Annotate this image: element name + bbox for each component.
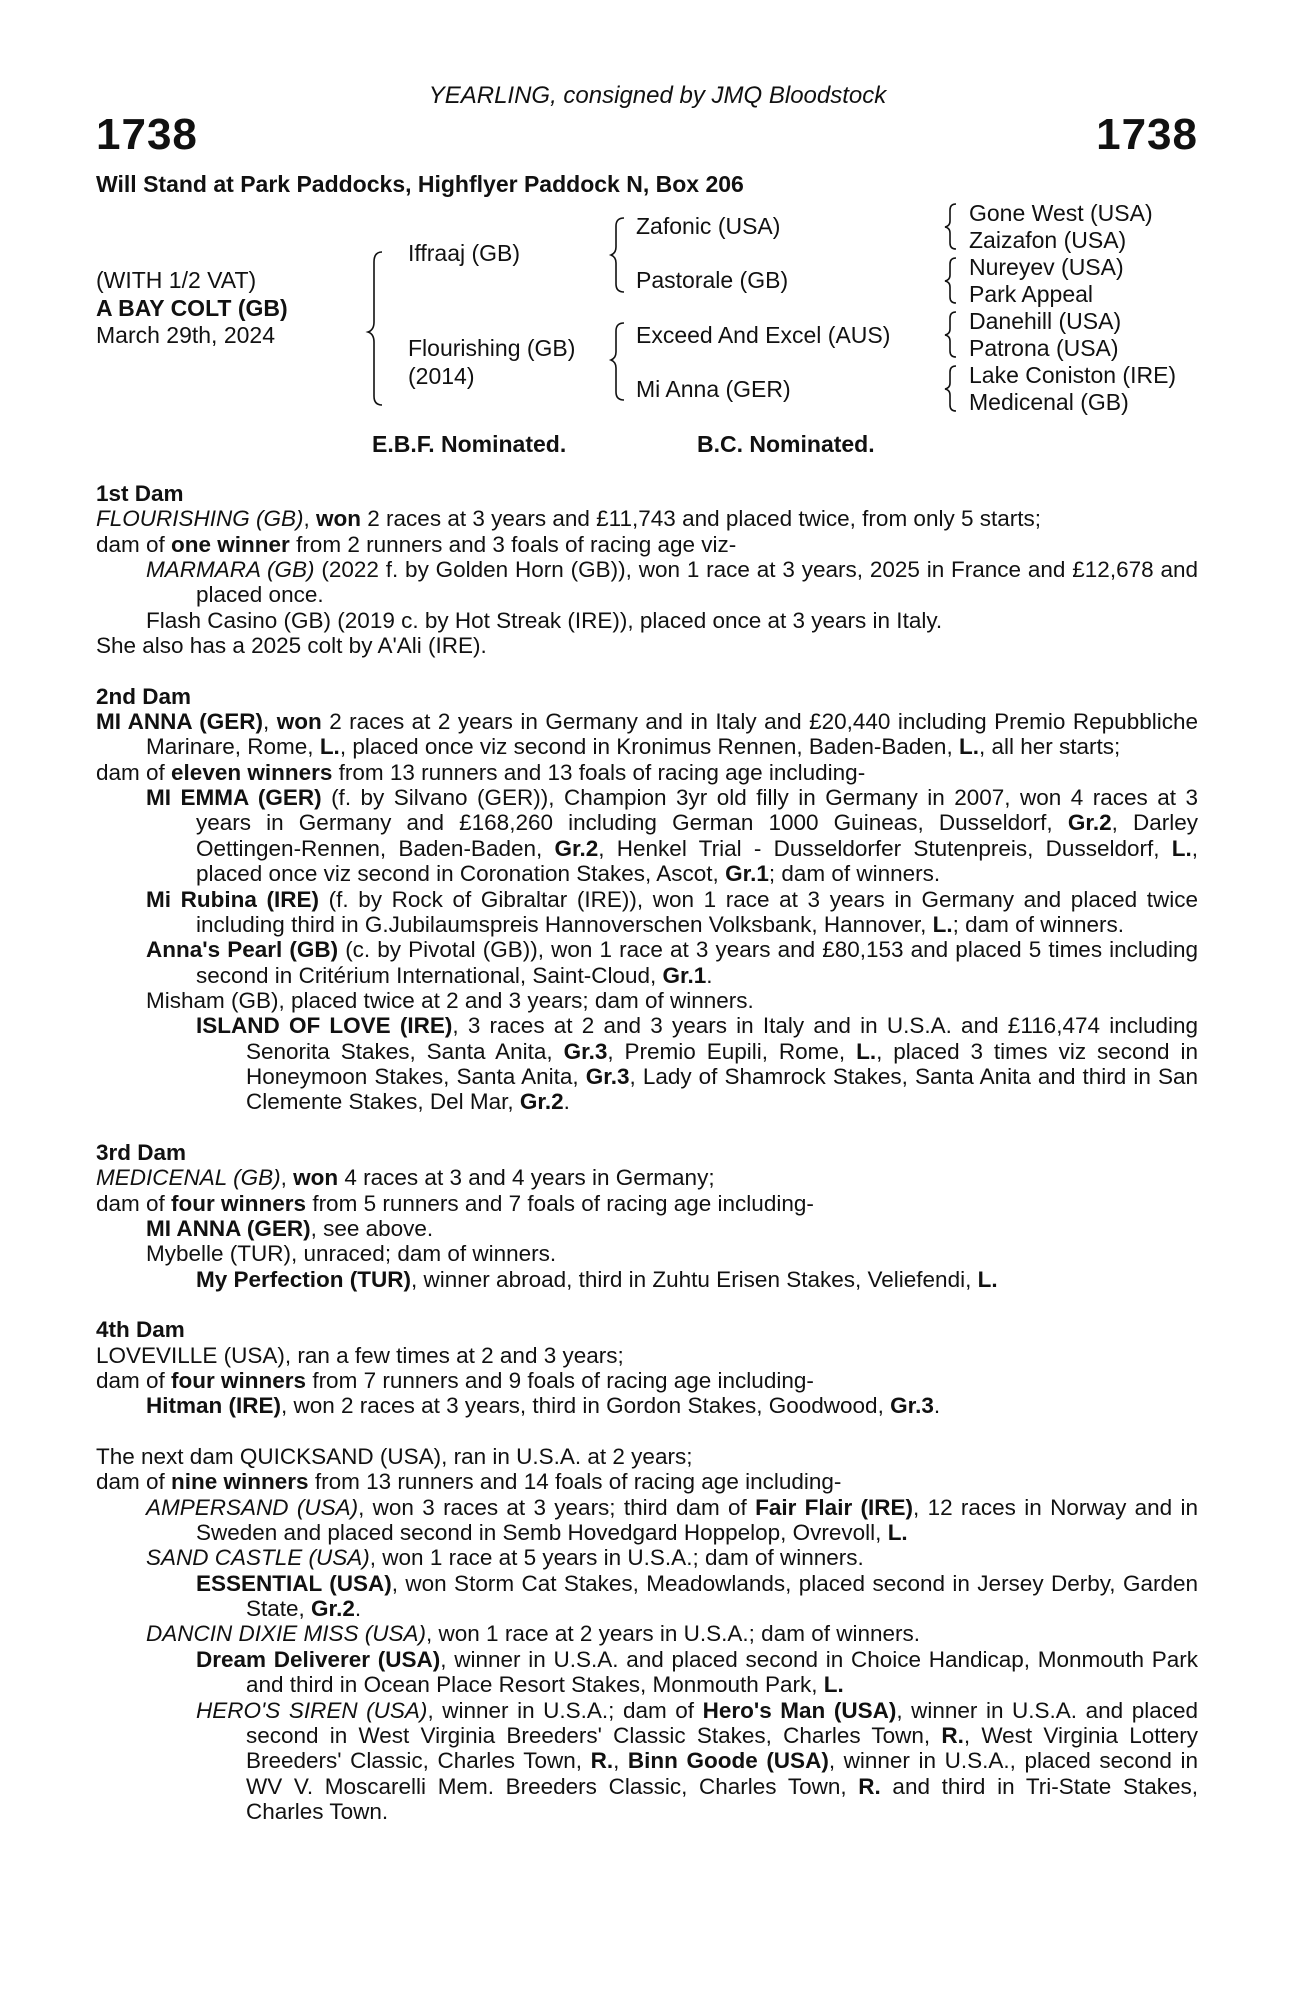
brace-icon <box>611 323 624 400</box>
entry-text: , Premio Eupili, Rome, <box>607 1038 857 1064</box>
entry-text: 2 races at 2 years in Germany and in Italy and £20,440 including Premio Repubbliche Marinare, Rome, <box>146 709 1198 760</box>
brace-icon <box>945 366 956 411</box>
entry-text: , West Virginia Lottery Breeders' Classic, Charles Town, <box>246 1722 1199 1774</box>
gen4-ancestor: Park Appeal <box>969 281 1094 307</box>
bold-text: Gr.2 <box>311 1596 355 1622</box>
entry-text: dam of <box>96 759 172 785</box>
bold-text: My Perfection (TUR) <box>196 1266 412 1292</box>
gen3-ancestor: Zafonic (USA) <box>636 213 781 239</box>
section-heading: 1st Dam <box>96 481 184 506</box>
entry-text: , winner in U.S.A. and placed second in West Virginia Breeders' Classic Stakes, Charles Town, <box>246 1697 1199 1748</box>
bold-text: Hitman (IRE) <box>146 1393 281 1419</box>
produce-entry <box>96 760 1198 785</box>
bold-text: won <box>276 709 322 735</box>
entry-text: , winner abroad, third in Zuhtu Erisen Stakes, Veliefendi, <box>411 1266 978 1292</box>
entry-text: dam of <box>96 1368 172 1394</box>
entry-text: (f. by Rock of Gibraltar (IRE)), won 1 race at 3 years in Germany and placed twice including third in G.Jubilaumspreis Hannoverschen Volksbank, Hannover, <box>196 886 1198 937</box>
produce-entry <box>96 1469 1198 1494</box>
section-heading: 2nd Dam <box>96 683 192 709</box>
bc-nomination: B.C. Nominated. <box>697 431 875 457</box>
produce-entry <box>96 988 1198 1013</box>
bold-text: MI ANNA (GER) <box>146 1215 311 1241</box>
entry-text: , see above. <box>310 1215 434 1241</box>
entry-text: LOVEVILLE (USA), ran a few times at 2 and 3 years; <box>96 1342 624 1368</box>
italic-text: HERO'S SIREN (USA) <box>196 1697 428 1723</box>
produce-entry <box>96 937 1198 988</box>
gen3-ancestor: Exceed And Excel (AUS) <box>636 322 891 348</box>
dam-section <box>96 481 1198 658</box>
entry-text: . <box>706 962 713 988</box>
entry-text: , all her starts; <box>978 734 1121 760</box>
bold-text: L. <box>856 1038 877 1064</box>
produce-entry <box>96 608 1198 633</box>
bold-text: Gr.2 <box>554 835 599 861</box>
bold-text: four winners <box>171 1368 307 1394</box>
pedigree-braces <box>0 0 1315 460</box>
entry-text: , winner in U.S.A., placed second in WV V. Moscarelli Mem. Breeders Classic, Charles Town, <box>246 1748 1198 1799</box>
italic-text: AMPERSAND (USA) <box>146 1494 359 1520</box>
ebf-nomination: E.B.F. Nominated. <box>372 431 567 457</box>
italic-text: FLOURISHING (GB) <box>96 506 304 532</box>
brace-icon <box>945 204 956 249</box>
entry-text: , won 1 race at 2 years in U.S.A.; dam of winners. <box>426 1621 920 1647</box>
bold-text: ESSENTIAL (USA) <box>196 1570 392 1596</box>
produce-entry <box>96 1216 1198 1241</box>
entry-text: 4 races at 3 and 4 years in Germany; <box>338 1165 715 1191</box>
dam-section <box>96 1140 1198 1292</box>
gen4-ancestor: Patrona (USA) <box>969 335 1119 361</box>
dam-year: (2014) <box>408 363 475 389</box>
bold-text: one winner <box>171 531 290 557</box>
entry-text: , 12 races in Norway and in Sweden and placed second in Semb Hovedgard Hoppelop, Ovrevoll, <box>196 1494 1199 1546</box>
produce-entry <box>96 1545 1198 1570</box>
vat-note: (WITH 1/2 VAT) <box>96 267 257 293</box>
produce-entry <box>96 887 1198 938</box>
entry-text: . <box>933 1393 941 1419</box>
produce-entry <box>96 557 1198 608</box>
entry-text: . <box>354 1596 362 1622</box>
entry-text: from 13 runners and 14 foals of racing age including- <box>308 1469 842 1495</box>
bold-text: L. <box>977 1266 998 1292</box>
bold-text: MI EMMA (GER) <box>146 785 322 811</box>
dam-section <box>96 684 1198 1115</box>
entry-text: , <box>613 1748 628 1774</box>
bold-text: won <box>316 506 362 532</box>
bold-text: ISLAND OF LOVE (IRE) <box>196 1013 453 1039</box>
catalogue-body <box>96 481 1198 1850</box>
produce-entry <box>96 1165 1198 1190</box>
bold-text: L. <box>1171 835 1192 861</box>
gen4-ancestor: Zaizafon (USA) <box>969 227 1127 253</box>
produce-entry <box>96 1621 1198 1646</box>
bold-text: L. <box>958 734 979 760</box>
entry-text: , Henkel Trial - Dusseldorfer Stutenpreis, Dusseldorf, <box>598 835 1172 861</box>
dam: Flourishing (GB) <box>408 335 576 361</box>
brace-icon <box>368 252 382 405</box>
bold-text: L. <box>319 734 340 760</box>
produce-entry <box>96 1571 1198 1622</box>
foaling-date: March 29th, 2024 <box>96 322 276 348</box>
brace-icon <box>611 218 624 292</box>
produce-entry <box>96 1444 1198 1469</box>
entry-text: , Darley Oettingen-Rennen, Baden-Baden, <box>196 810 1198 861</box>
produce-entry <box>96 1495 1198 1546</box>
produce-entry <box>96 1241 1198 1266</box>
produce-entry <box>96 1343 1198 1368</box>
lot-number-right: 1738 <box>1096 110 1198 159</box>
entry-text: and third in Tri-State Stakes, Charles Town. <box>246 1773 1198 1824</box>
produce-entry <box>96 709 1198 760</box>
entry-text: , <box>280 1165 294 1191</box>
entry-text: . <box>563 1089 570 1115</box>
entry-text: 2 races at 3 years and £11,743 and placed twice, from only 5 starts; <box>361 506 1041 532</box>
produce-entry <box>96 1393 1198 1418</box>
bold-text: eleven winners <box>171 759 333 785</box>
section-heading: 4th Dam <box>96 1317 185 1343</box>
entry-text: from 7 runners and 9 foals of racing age including- <box>306 1368 814 1394</box>
italic-text: DANCIN DIXIE MISS (USA) <box>146 1621 427 1647</box>
produce-entry <box>96 1267 1198 1292</box>
italic-text: MARMARA (GB) <box>146 557 315 583</box>
gen4-ancestor: Nureyev (USA) <box>969 254 1124 280</box>
entry-text: (2022 f. by Golden Horn (GB)), won 1 race at 3 years, 2025 in France and £12,678 and placed once. <box>196 557 1198 608</box>
entry-text: The next dam QUICKSAND (USA), ran in U.S.A. at 2 years; <box>96 1444 693 1470</box>
bold-text: R. <box>590 1748 614 1774</box>
gen3-ancestor: Mi Anna (GER) <box>636 376 791 402</box>
brace-icon <box>945 312 956 357</box>
entry-text: , won Storm Cat Stakes, Meadowlands, placed second in Jersey Derby, Garden State, <box>246 1570 1199 1622</box>
produce-entry <box>96 785 1198 886</box>
entry-text: , placed once viz second in Coronation Stakes, Ascot, <box>196 835 1198 887</box>
entry-text: Mybelle (TUR), unraced; dam of winners. <box>146 1241 557 1267</box>
bold-text: Gr.2 <box>519 1089 564 1115</box>
bold-text: nine winners <box>171 1469 309 1495</box>
bold-text: R. <box>858 1773 881 1799</box>
entry-text: , <box>303 506 317 532</box>
bold-text: four winners <box>171 1190 307 1216</box>
entry-text: (c. by Pivotal (GB)), won 1 race at 3 years and £80,153 and placed 5 times including second in Critérium International, Saint-Cloud, <box>196 937 1198 988</box>
entry-text: from 2 runners and 3 foals of racing age viz- <box>289 531 737 557</box>
bold-text: MI ANNA (GER) <box>96 709 263 735</box>
entry-text: , won 2 races at 3 years, third in Gordon Stakes, Goodwood, <box>281 1393 891 1419</box>
stand-info: Will Stand at Park Paddocks, Highflyer Paddock N, Box 206 <box>96 171 744 197</box>
bold-text: Fair Flair (IRE) <box>755 1494 914 1520</box>
produce-entry <box>96 1647 1198 1698</box>
bold-text: R. <box>941 1722 964 1748</box>
section-heading: 3rd Dam <box>96 1139 187 1165</box>
bold-text: L. <box>823 1672 844 1698</box>
gen3-ancestor: Pastorale (GB) <box>636 267 789 293</box>
entry-text: dam of <box>96 1190 172 1216</box>
entry-text: ; dam of winners. <box>952 911 1124 937</box>
entry-text: She also has a 2025 colt by A'Ali (IRE). <box>96 633 487 659</box>
produce-entry <box>96 633 1198 658</box>
entry-text: , placed 3 times viz second in Honeymoon Stakes, Santa Anita, <box>246 1038 1198 1089</box>
bold-text: Dream Deliverer (USA) <box>196 1646 441 1672</box>
entry-text: , won 3 races at 3 years; third dam of <box>358 1494 756 1520</box>
bold-text: Gr.3 <box>563 1038 608 1064</box>
entry-text: , 3 races at 2 and 3 years in Italy and in U.S.A. and £116,474 including Senorita Stakes, Santa Anita, <box>246 1013 1199 1064</box>
entry-text: from 13 runners and 13 foals of racing age including- <box>332 759 866 785</box>
entry-text: from 5 runners and 7 foals of racing age including- <box>306 1190 814 1216</box>
gen4-ancestor: Medicenal (GB) <box>969 389 1129 415</box>
bold-text: L. <box>887 1520 908 1546</box>
bold-text: L. <box>932 911 953 937</box>
produce-entry <box>96 1368 1198 1393</box>
bold-text: Hero's Man (USA) <box>702 1697 897 1723</box>
gen4-ancestor: Lake Coniston (IRE) <box>969 362 1177 388</box>
sire: Iffraaj (GB) <box>408 240 521 266</box>
entry-text: , <box>263 709 277 735</box>
gen4-ancestor: Gone West (USA) <box>969 200 1153 226</box>
italic-text: MEDICENAL (GB) <box>96 1165 281 1191</box>
sale-subtitle: YEARLING, consigned by JMQ Bloodstock <box>428 82 887 109</box>
entry-text: Misham (GB), placed twice at 2 and 3 years; dam of winners. <box>146 987 754 1013</box>
brace-icon <box>945 258 956 303</box>
produce-entry <box>96 1191 1198 1216</box>
bold-text: Mi Rubina (IRE) <box>146 886 319 912</box>
entry-text: , winner in U.S.A.; dam of <box>427 1697 703 1723</box>
lot-number-left: 1738 <box>96 110 198 159</box>
entry-text: , placed once viz second in Kronimus Rennen, Baden-Baden, <box>339 734 959 760</box>
bold-text: Binn Goode (USA) <box>627 1748 829 1774</box>
bold-text: Gr.2 <box>1067 810 1112 836</box>
entry-text: , won 1 race at 5 years in U.S.A.; dam of winners. <box>369 1545 864 1571</box>
produce-entry <box>96 532 1198 557</box>
entry-text: Flash Casino (GB) (2019 c. by Hot Streak (IRE)), placed once at 3 years in Italy. <box>146 607 943 633</box>
bold-text: Gr.3 <box>585 1063 630 1089</box>
italic-text: SAND CASTLE (USA) <box>146 1545 370 1571</box>
bold-text: Gr.1 <box>662 962 707 988</box>
bold-text: Gr.3 <box>890 1393 934 1419</box>
bold-text: Anna's Pearl (GB) <box>146 937 339 963</box>
bold-text: won <box>293 1165 339 1191</box>
produce-entry <box>96 506 1198 531</box>
horse-name: A BAY COLT (GB) <box>96 295 288 321</box>
gen4-ancestor: Danehill (USA) <box>969 308 1122 334</box>
dam-section <box>96 1317 1198 1418</box>
dam-section <box>96 1444 1198 1824</box>
entry-text: dam of <box>96 1469 172 1495</box>
produce-entry <box>96 1698 1198 1825</box>
produce-entry <box>96 1013 1198 1114</box>
entry-text: ; dam of winners. <box>768 861 941 887</box>
entry-text: (f. by Silvano (GER)), Champion 3yr old filly in Germany in 2007, won 4 races at 3 years in Germany and £168,260 including German 1000 Guineas, Dusseldorf, <box>196 785 1198 836</box>
entry-text: , winner in U.S.A. and placed second in Choice Handicap, Monmouth Park and third in Ocean Place Resort Stakes, Monmouth Park, <box>246 1646 1198 1698</box>
bold-text: Gr.1 <box>725 861 769 887</box>
entry-text: dam of <box>96 531 172 557</box>
entry-text: , Lady of Shamrock Stakes, Santa Anita and third in San Clemente Stakes, Del Mar, <box>246 1063 1198 1115</box>
